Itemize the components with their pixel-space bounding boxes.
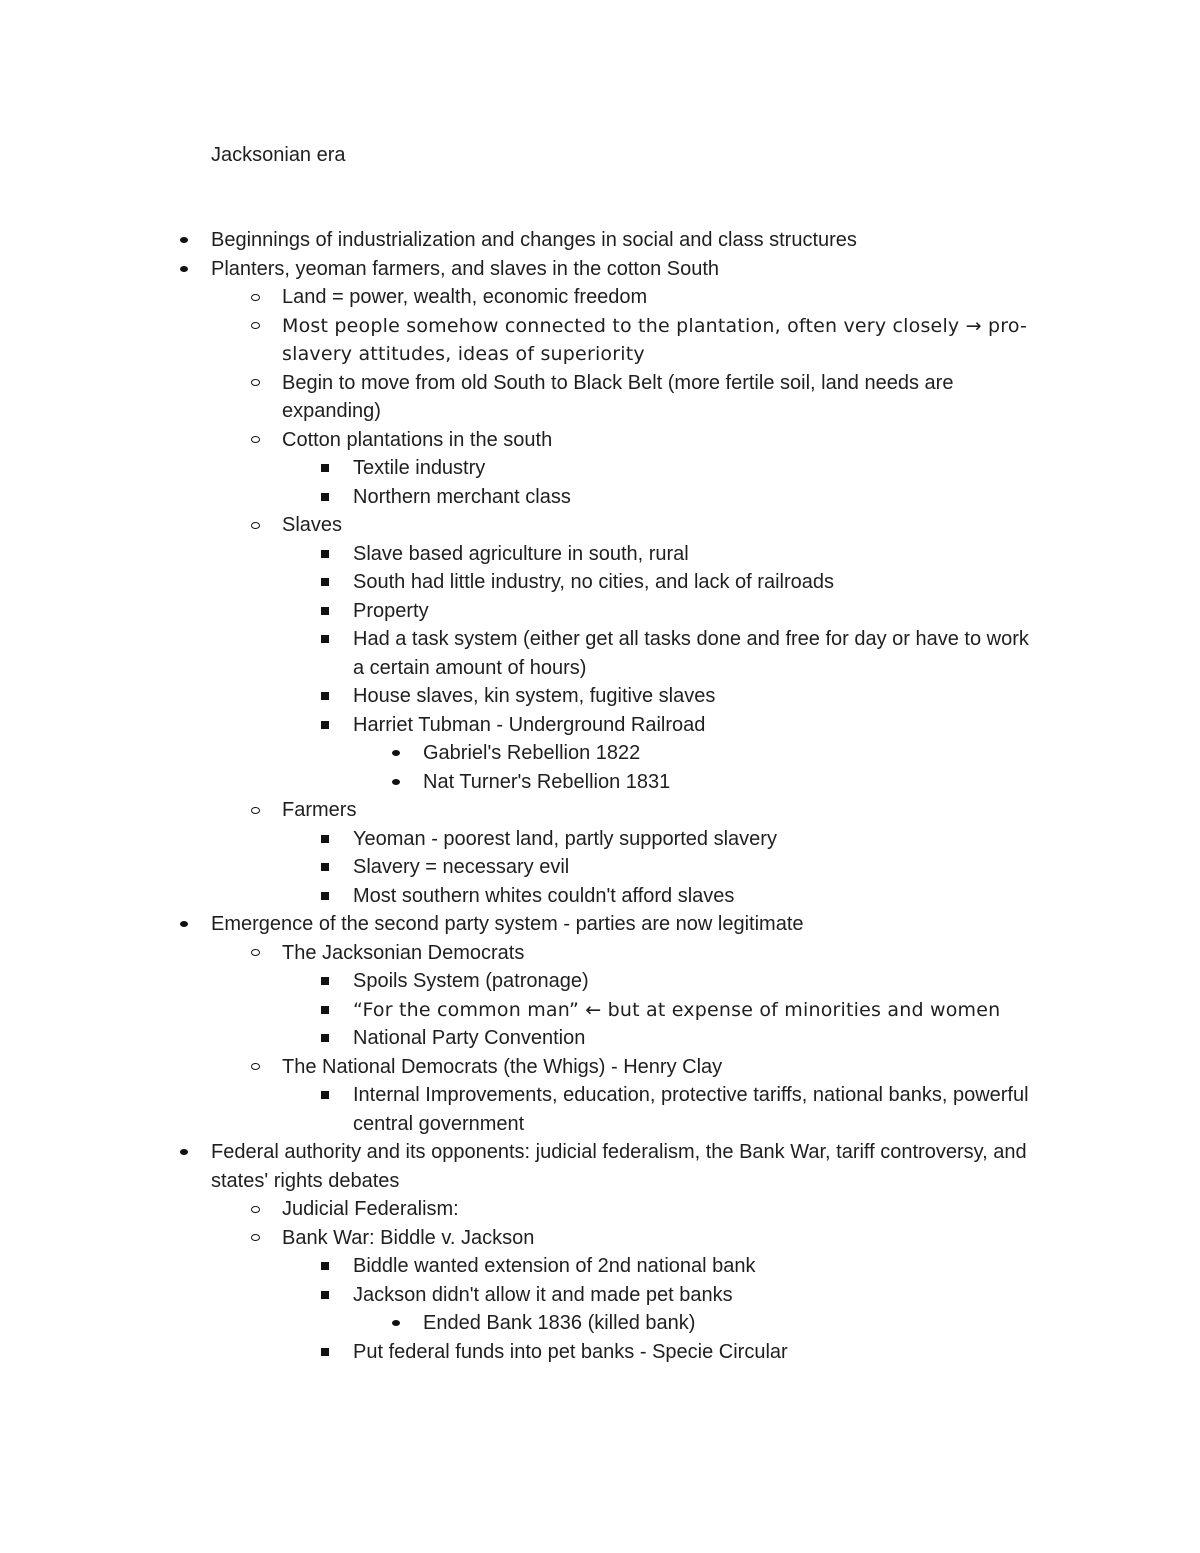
list-item xyxy=(0,853,1043,882)
list-item-text: Slavery = necessary evil xyxy=(353,856,570,878)
bullet-circle-icon xyxy=(248,283,262,312)
list-item-text: Most people somehow connected to the plantation, often very closely → pro-slavery attitudes, ideas of superiority xyxy=(282,314,1028,365)
bullet-circle-icon xyxy=(248,369,262,398)
list-item xyxy=(0,967,1043,996)
list-item xyxy=(0,597,1043,626)
list-item-text: Farmers xyxy=(282,799,357,821)
list-item-text: Gabriel's Rebellion 1822 xyxy=(423,742,641,764)
list-item-text: Begin to move from old South to Black Belt (more fertile soil, land needs are expanding) xyxy=(282,371,954,422)
bullet-circle-icon xyxy=(248,796,262,825)
list-item-text: The National Democrats (the Whigs) - Henry Clay xyxy=(282,1055,723,1078)
list-item-text: South had little industry, no cities, and lack of railroads xyxy=(353,571,834,593)
bullet-square-icon xyxy=(318,597,332,626)
list-item-text: Most southern whites couldn't afford slaves xyxy=(353,884,735,907)
page-title: Jacksonian era xyxy=(211,144,346,166)
list-item-text: “For the common man” ← but at expense of minorities and women xyxy=(353,998,1001,1021)
bullet-square-icon xyxy=(318,711,332,740)
bullet-circle-icon xyxy=(248,511,262,540)
bullet-square-icon xyxy=(318,882,332,911)
list-item-text: Yeoman - poorest land, partly supported slavery xyxy=(353,827,777,850)
list-item-text: The Jacksonian Democrats xyxy=(282,941,525,964)
bullet-dot-icon xyxy=(177,910,191,939)
list-item xyxy=(0,369,1052,426)
list-item xyxy=(0,1195,1052,1224)
list-item xyxy=(0,1338,1043,1367)
list-item-text: Nat Turner's Rebellion 1831 xyxy=(423,770,671,793)
list-item xyxy=(0,1224,1052,1253)
bullet-dot-icon xyxy=(177,226,191,255)
bullet-dot-icon xyxy=(389,768,403,797)
list-item xyxy=(0,255,1061,284)
list-item-text: Spoils System (patronage) xyxy=(353,970,589,992)
bullet-square-icon xyxy=(318,540,332,569)
list-item-text: House slaves, kin system, fugitive slaves xyxy=(353,685,716,707)
bullet-dot-icon xyxy=(389,739,403,768)
list-item xyxy=(0,682,1043,711)
list-item xyxy=(0,796,1052,825)
list-item xyxy=(0,825,1043,854)
list-item-text: Slave based agriculture in south, rural xyxy=(353,542,689,565)
bullet-square-icon xyxy=(318,1081,332,1110)
list-item xyxy=(0,939,1052,968)
bullet-square-icon xyxy=(318,1024,332,1053)
list-item xyxy=(0,540,1043,569)
list-item xyxy=(0,283,1052,312)
bullet-square-icon xyxy=(318,483,332,512)
bullet-circle-icon xyxy=(248,426,262,455)
list-item-text: Beginnings of industrialization and changes in social and class structures xyxy=(211,229,857,251)
list-item xyxy=(0,1138,1061,1195)
bullet-dot-icon xyxy=(177,255,191,284)
list-item-text: Emergence of the second party system - parties are now legitimate xyxy=(211,913,804,935)
list-item-text: Ended Bank 1836 (killed bank) xyxy=(423,1312,696,1334)
list-item-text: Biddle wanted extension of 2nd national bank xyxy=(353,1255,756,1277)
list-item xyxy=(0,711,1043,740)
list-item-text: Harriet Tubman - Underground Railroad xyxy=(353,713,706,736)
list-item xyxy=(0,226,1061,255)
bullet-square-icon xyxy=(318,1338,332,1367)
list-item xyxy=(0,511,1052,540)
list-item xyxy=(0,1252,1043,1281)
list-item-text: Bank War: Biddle v. Jackson xyxy=(282,1226,535,1249)
list-item-text: Property xyxy=(353,599,429,622)
list-item xyxy=(0,483,1043,512)
list-item xyxy=(0,1024,1043,1053)
bullet-circle-icon xyxy=(248,1224,262,1253)
list-item-text: Jackson didn't allow it and made pet banks xyxy=(353,1283,733,1306)
list-item-text: National Party Convention xyxy=(353,1027,586,1049)
list-item-text: Slaves xyxy=(282,514,343,536)
list-item xyxy=(0,739,1043,768)
list-item xyxy=(0,426,1052,455)
bullet-circle-icon xyxy=(248,1053,262,1082)
bullet-square-icon xyxy=(318,967,332,996)
bullet-square-icon xyxy=(318,682,332,711)
bullet-square-icon xyxy=(318,625,332,654)
list-item xyxy=(0,996,1043,1025)
list-item xyxy=(0,625,1043,682)
list-item xyxy=(0,1281,1043,1310)
bullet-square-icon xyxy=(318,1252,332,1281)
bullet-square-icon xyxy=(318,825,332,854)
list-item xyxy=(0,568,1043,597)
bullet-square-icon xyxy=(318,568,332,597)
list-item-text: Northern merchant class xyxy=(353,485,571,508)
bullet-square-icon xyxy=(318,853,332,882)
list-item-text: Textile industry xyxy=(353,457,486,479)
bullet-circle-icon xyxy=(248,939,262,968)
list-item xyxy=(0,312,1052,369)
bullet-square-icon xyxy=(318,454,332,483)
list-item xyxy=(0,1081,1043,1138)
list-item xyxy=(0,454,1043,483)
list-item-text: Land = power, wealth, economic freedom xyxy=(282,286,648,308)
bullet-outline xyxy=(0,226,1200,1366)
list-item-text: Put federal funds into pet banks - Specie Circular xyxy=(353,1340,788,1363)
list-item xyxy=(0,1309,1043,1338)
list-item-text: Judicial Federalism: xyxy=(282,1198,459,1220)
bullet-circle-icon xyxy=(248,312,262,341)
list-item xyxy=(0,768,1043,797)
bullet-dot-icon xyxy=(389,1309,403,1338)
list-item-text: Planters, yeoman farmers, and slaves in the cotton South xyxy=(211,257,720,280)
bullet-square-icon xyxy=(318,1281,332,1310)
list-item-text: Federal authority and its opponents: judicial federalism, the Bank War, tariff controversy, and states' rights debates xyxy=(211,1141,1027,1192)
list-item xyxy=(0,882,1043,911)
list-item-text: Cotton plantations in the south xyxy=(282,428,553,451)
list-item-text: Internal Improvements, education, protective tariffs, national banks, powerful central government xyxy=(353,1084,1029,1135)
bullet-circle-icon xyxy=(248,1195,262,1224)
list-item xyxy=(0,910,1061,939)
bullet-square-icon xyxy=(318,996,332,1025)
list-item-text: Had a task system (either get all tasks done and free for day or have to work a certain amount of hours) xyxy=(353,628,1029,679)
list-item xyxy=(0,1053,1052,1082)
bullet-dot-icon xyxy=(177,1138,191,1167)
